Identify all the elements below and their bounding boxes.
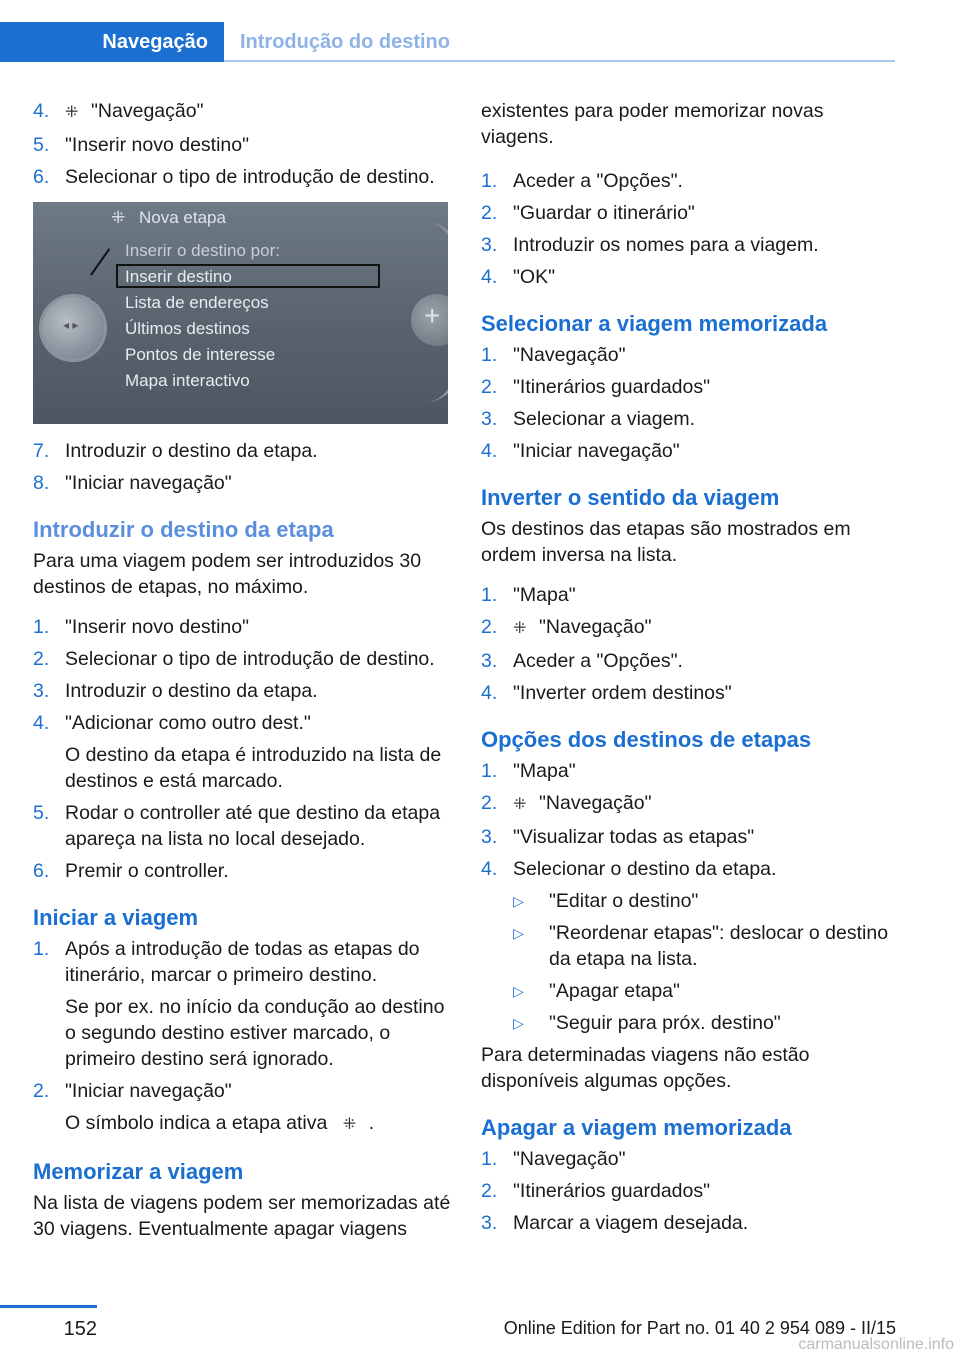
screen-menu [125, 238, 280, 394]
step-text: "Navegação" [539, 616, 652, 638]
step-number: 1. [481, 584, 498, 606]
step-number: 6. [33, 860, 50, 882]
step-number: 4. [33, 712, 50, 734]
list-item [481, 758, 899, 784]
step-text: Aceder a "Opções". [513, 170, 683, 192]
step-number: 2. [33, 648, 50, 670]
section-heading: Apagar a viagem memorizada [481, 1115, 792, 1140]
list-item [481, 680, 899, 706]
triangle-bullet-icon: ▷ [513, 893, 524, 909]
idrive-screenshot [33, 202, 448, 424]
step-number: 3. [33, 680, 50, 702]
step-number: 1. [33, 938, 50, 960]
step-text: Introduzir o destino da etapa. [65, 440, 318, 462]
list-item [33, 678, 451, 704]
subsection-tab[interactable]: Introdução do destino [240, 31, 450, 53]
list-item [481, 856, 899, 882]
watermark: carmanualsonline.info [798, 1336, 954, 1353]
section-heading: Opções dos destinos de etapas [481, 727, 812, 752]
step-number: 8. [33, 472, 50, 494]
step-number: 4. [33, 100, 50, 122]
step-text: "Iniciar navegação" [65, 472, 232, 494]
navigation-icon: ⁜ [513, 796, 527, 813]
step-text: "Visualizar todas as etapas" [513, 826, 755, 848]
step-text: Selecionar a viagem. [513, 408, 696, 430]
step-text: Marcar a viagem desejada. [513, 1212, 749, 1234]
list-item [33, 614, 451, 640]
step-number: 2. [481, 616, 498, 638]
triangle-bullet-icon: ▷ [513, 925, 524, 941]
header-rule [224, 60, 895, 62]
step-note-text: O símbolo indica a etapa ativa [65, 1112, 328, 1134]
screen-menu-item[interactable]: Inserir destino [125, 267, 232, 286]
screen-menu-item[interactable]: Últimos destinos [125, 319, 250, 338]
step-text: "Inverter ordem destinos" [513, 682, 732, 704]
step-text: "Itinerários guardados" [513, 1180, 711, 1202]
list-item [481, 438, 899, 464]
step-number: 4. [481, 858, 498, 880]
list-item [481, 614, 899, 642]
list-item [481, 200, 899, 226]
step-number: 2. [481, 792, 498, 814]
bullet-item [513, 1010, 899, 1036]
step-number: 4. [481, 682, 498, 704]
list-item [481, 232, 899, 258]
callout-line [90, 248, 110, 275]
step-note [65, 1110, 451, 1138]
list-item [33, 470, 451, 496]
step-number: 1. [481, 1148, 498, 1170]
step-number: 3. [481, 408, 498, 430]
step-text: Rodar o controller até que destino da etapa apareça na lista no local desejado. [65, 802, 441, 850]
list-item [481, 824, 899, 850]
step-text: "Adicionar como outro dest." [65, 712, 311, 734]
step-number: 2. [481, 1180, 498, 1202]
arrows-icon: ◂ ▸ [63, 318, 79, 332]
list-item [481, 342, 899, 368]
step-number: 3. [481, 826, 498, 848]
step-number: 1. [33, 616, 50, 638]
step-text: Introduzir os nomes para a viagem. [513, 234, 819, 256]
step-number: 5. [33, 134, 50, 156]
screen-menu-item[interactable]: Pontos de interesse [125, 345, 276, 364]
step-number: 2. [33, 1080, 50, 1102]
bullet-text: "Seguir para próx. destino" [549, 1012, 781, 1034]
step-text: "Navegação" [91, 100, 204, 122]
triangle-bullet-icon: ▷ [513, 1015, 524, 1031]
section-tab[interactable]: Navegação [0, 22, 224, 62]
footer-rule [0, 1305, 97, 1308]
step-text: "Navegação" [513, 344, 626, 366]
step-text: Selecionar o tipo de introdução de destino. [65, 166, 435, 188]
bullet-item [513, 920, 899, 972]
step-number: 3. [481, 1212, 498, 1234]
step-number: 1. [481, 344, 498, 366]
screen-menu-heading: Inserir o destino por: [125, 241, 280, 260]
section-heading: Inverter o sentido da viagem [481, 485, 780, 510]
step-text: Selecionar o tipo de introdução de destino. [65, 648, 435, 670]
step-number: 1. [481, 760, 498, 782]
step-text: Após a introdução de todas as etapas do itinerário, marcar o primeiro destino. [65, 938, 420, 986]
step-text: "Navegação" [513, 1148, 626, 1170]
navigation-icon: ⁜ [342, 1116, 357, 1133]
bullet-item [513, 978, 899, 1004]
list-item [33, 858, 451, 884]
step-number: 5. [33, 802, 50, 824]
navigation-icon: ⁜ [111, 208, 126, 227]
navigation-icon: ⁜ [513, 620, 527, 637]
plus-icon: + [424, 300, 441, 331]
step-text: "Itinerários guardados" [513, 376, 711, 398]
list-item [481, 406, 899, 432]
step-number: 6. [33, 166, 50, 188]
list-item [33, 646, 451, 672]
left-column [33, 98, 451, 1256]
screen-title [111, 208, 226, 228]
screen-menu-item[interactable]: Mapa interactivo [125, 371, 250, 390]
list-item [481, 648, 899, 674]
screen-menu-item[interactable]: Lista de endereços [125, 293, 269, 312]
paragraph: existentes para poder memorizar novas viagens. [481, 100, 824, 148]
step-text: "Navegação" [539, 792, 652, 814]
list-item [33, 164, 451, 190]
paragraph: Na lista de viagens podem ser memorizadas até 30 viagens. Eventualmente apagar viagens [33, 1192, 451, 1240]
list-item [33, 800, 451, 852]
bullet-text: "Editar o destino" [549, 890, 699, 912]
page-number: 152 [63, 1318, 97, 1340]
paragraph: Para uma viagem podem ser introduzidos 30 destinos de etapas, no máximo. [33, 550, 422, 598]
step-number: 2. [481, 376, 498, 398]
step-text: Premir o controller. [65, 860, 229, 882]
section-heading: Iniciar a viagem [33, 905, 199, 930]
paragraph: Para determinadas viagens não estão disponíveis algumas opções. [481, 1044, 810, 1092]
list-item [33, 1078, 451, 1138]
list-item [33, 132, 451, 158]
step-number: 7. [33, 440, 50, 462]
selection-highlight [116, 264, 380, 288]
list-item [481, 1178, 899, 1204]
edition-text: Online Edition for Part no. 01 40 2 954 089 - II/15 [503, 1318, 896, 1338]
list-item [481, 582, 899, 608]
step-text: Selecionar o destino da etapa. [513, 858, 777, 880]
step-number: 4. [481, 266, 498, 288]
list-item [481, 264, 899, 290]
step-text: "Inserir novo destino" [65, 134, 250, 156]
step-note: Se por ex. no início da condução ao destino o segundo destino estiver marcado, o primeiro destino será ignorado. [65, 996, 445, 1070]
list-item [33, 936, 451, 1072]
step-text: "Guardar o itinerário" [513, 202, 695, 224]
bullet-text: "Reordenar etapas": deslocar o destino da etapa na lista. [549, 922, 889, 970]
paragraph: Os destinos das etapas são mostrados em ordem inversa na lista. [481, 518, 851, 566]
step-text: "Iniciar navegação" [513, 440, 680, 462]
right-column [481, 98, 899, 1242]
list-item [33, 710, 451, 794]
screen-title-text: Nova etapa [139, 208, 226, 227]
page-header [0, 22, 895, 62]
list-item [481, 1146, 899, 1172]
triangle-bullet-icon: ▷ [513, 983, 524, 999]
step-text: "Iniciar navegação" [65, 1080, 232, 1102]
list-item [481, 168, 899, 194]
list-item [481, 374, 899, 400]
step-number: 3. [481, 234, 498, 256]
step-number: 4. [481, 440, 498, 462]
step-text: Aceder a "Opções". [513, 650, 683, 672]
section-heading: Selecionar a viagem memorizada [481, 311, 828, 336]
step-number: 1. [481, 170, 498, 192]
section-heading: Introduzir o destino da etapa [33, 517, 334, 542]
step-number: 3. [481, 650, 498, 672]
section-heading: Memorizar a viagem [33, 1159, 244, 1184]
step-number: 2. [481, 202, 498, 224]
step-text: "Mapa" [513, 760, 576, 782]
step-text: "OK" [513, 266, 556, 288]
step-text: "Inserir novo destino" [65, 616, 250, 638]
bullet-item [513, 888, 899, 914]
step-note: O destino da etapa é introduzido na lista de destinos e está marcado. [65, 744, 442, 792]
list-item [33, 438, 451, 464]
list-item [481, 790, 899, 818]
list-item [33, 98, 451, 126]
step-note-end: . [368, 1112, 375, 1134]
list-item [481, 1210, 899, 1236]
navigation-icon: ⁜ [65, 104, 79, 121]
step-text: "Mapa" [513, 584, 576, 606]
step-text: Introduzir o destino da etapa. [65, 680, 318, 702]
bullet-text: "Apagar etapa" [549, 980, 680, 1002]
controller-knob[interactable] [39, 294, 107, 362]
